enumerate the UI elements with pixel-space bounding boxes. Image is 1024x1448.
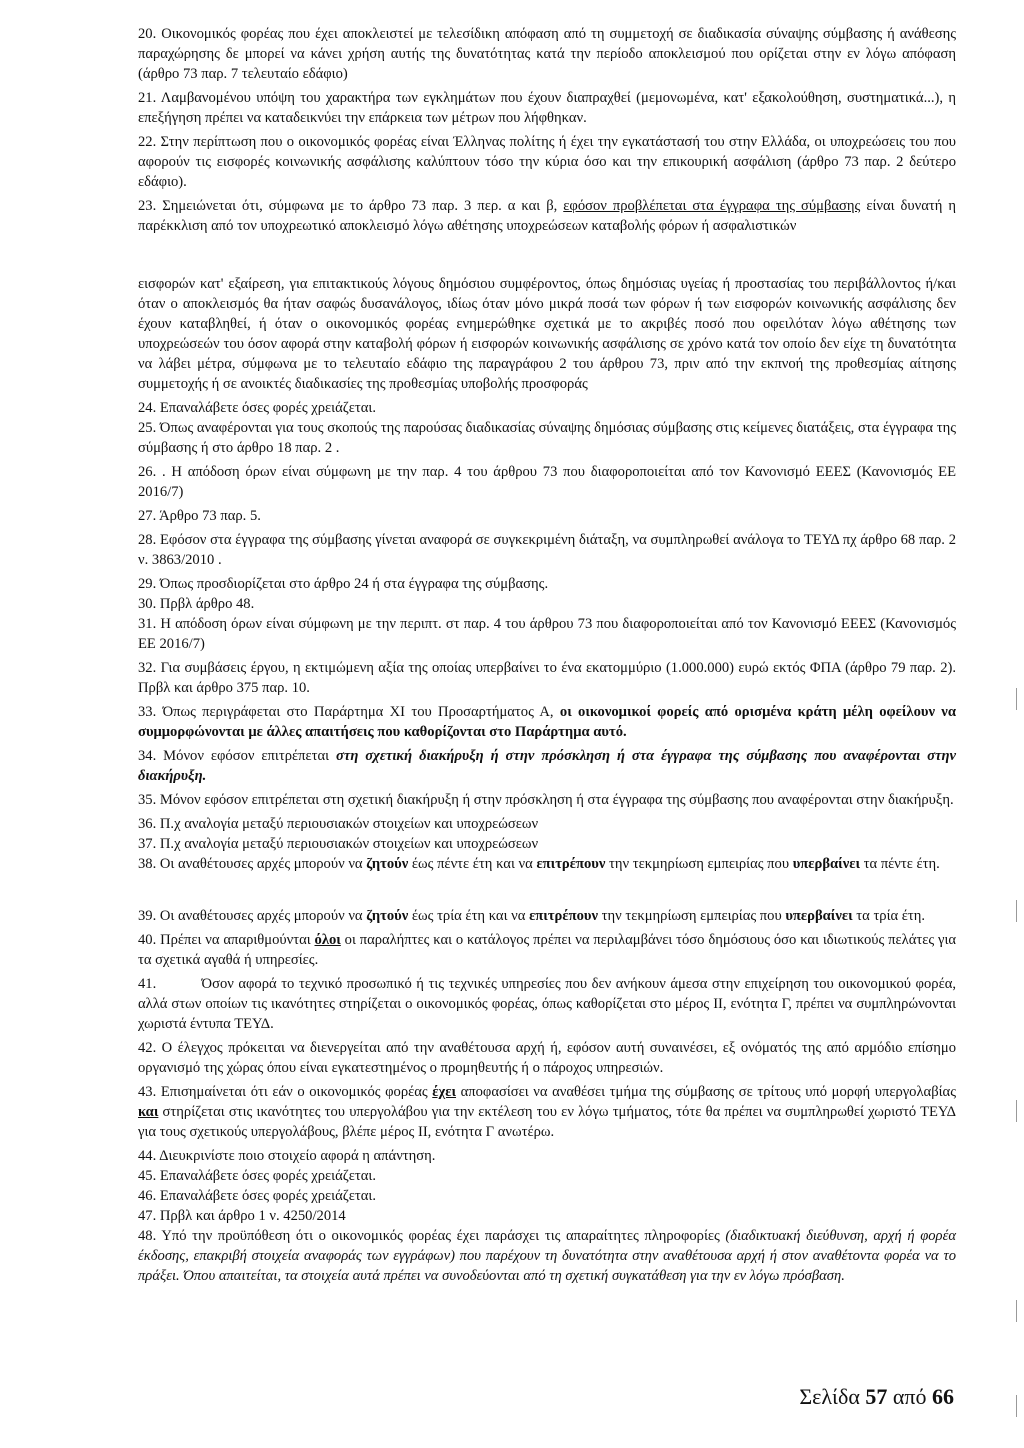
footnote-37: 37. Π.χ αναλογία μεταξύ περιουσιακών στοιχείων και υποχρεώσεων — [138, 836, 539, 852]
footnote-23 — [138, 196, 956, 236]
footnote-39-text-2: έως τρία έτη και να — [411, 908, 526, 924]
footnote-43 — [138, 1082, 956, 1142]
footer-current-page: 57 — [865, 1384, 888, 1409]
footnote-35: 35. Μόνον εφόσον επιτρέπεται στη σχετική διακήρυξη ή στην πρόσκληση ή στα έγγραφα της σύμβασης που αναφέρονται στην διακήρυξη. — [138, 792, 954, 808]
footnote-20: 20. Οικονομικός φορέας που έχει αποκλειστεί με τελεσίδικη απόφαση από τη συμμετοχή σε διαδικασία σύναψης σύμβασης ή ανάθεσης παραχώρησης δε μπορεί να κάνει χρήση αυτής της δυνατότητας κατά την περίοδο αποκλεισμού που ορίζεται στην εν λόγω απόφαση (άρθρο 73 παρ. 7 τελευταίο εδάφιο) — [138, 26, 956, 82]
footnote-39-bold-3: υπερβαίνει — [785, 908, 853, 924]
footnote-34 — [138, 746, 956, 786]
footnote-47: 47. Πρβλ και άρθρο 1 ν. 4250/2014 — [138, 1208, 346, 1224]
footnote-38 — [138, 854, 956, 874]
footnote-21: 21. Λαμβανομένου υπόψη του χαρακτήρα των εγκλημάτων που έχουν διαπραχθεί (μεμονωμένα, κατ' εξακολούθηση, συστηματικά...), η επεξήγηση πρέπει να καταδεικνύει την επάρκεια των μέτρων που λήφθηκαν. — [138, 90, 956, 126]
footnote-28: 28. Εφόσον στα έγγραφα της σύμβασης γίνεται αναφορά σε συγκεκριμένη διάταξη, να συμπληρωθεί ανάλογα το ΤΕΥΔ πχ άρθρο 68 παρ. 2 ν. 3863/2010 . — [138, 532, 956, 568]
footnote-32: 32. Για συμβάσεις έργου, η εκτιμώμενη αξία της οποίας υπερβαίνει το ένα εκατομμύριο (1.000.000) ευρώ εκτός ΦΠΑ (άρθρο 79 παρ. 2). Πρβλ και άρθρο 375 παρ. 10. — [138, 660, 956, 696]
footnote-40 — [138, 930, 956, 970]
footnote-34-text: 34. Μόνον εφόσον επιτρέπεται — [138, 748, 330, 764]
footnote-38-bold-3: υπερβαίνει — [792, 856, 860, 872]
footnote-24: 24. Επαναλάβετε όσες φορές χρειάζεται. — [138, 400, 376, 416]
footnote-39-bold-1: ζητούν — [366, 908, 409, 924]
footnote-26: 26. . Η απόδοση όρων είναι σύμφωνη με την παρ. 4 του άρθρου 73 που διαφοροποιείται από τον Κανονισμό ΕΕΕΣ (Κανονισμός ΕΕ 2016/7) — [138, 464, 956, 500]
footnote-39-text-4: τα τρία έτη. — [856, 908, 926, 924]
footnote-46: 46. Επαναλάβετε όσες φορές χρειάζεται. — [138, 1188, 376, 1204]
footnote-36: 36. Π.χ αναλογία μεταξύ περιουσιακών στοιχείων και υποχρεώσεων — [138, 816, 539, 832]
footnote-39-text-3: την τεκμηρίωση εμπειρίας που — [601, 908, 782, 924]
footnote-39-bold-2: επιτρέπουν — [529, 908, 598, 924]
footnote-38-text-1: 38. Οι αναθέτουσες αρχές μπορούν να — [138, 856, 363, 872]
footnote-43-bold-underlined-2: και — [138, 1104, 159, 1120]
footnote-48 — [138, 1226, 956, 1286]
footnote-40-bold-underlined: όλοι — [314, 932, 341, 948]
footnote-45: 45. Επαναλάβετε όσες φορές χρειάζεται. — [138, 1168, 376, 1184]
footnotes-section — [138, 24, 960, 1290]
footer-total-pages: 66 — [932, 1384, 954, 1409]
footnote-38-bold-2: επιτρέπουν — [536, 856, 606, 872]
footer-prefix: Σελίδα — [799, 1384, 860, 1409]
footnote-39-text-1: 39. Οι αναθέτουσες αρχές μπορούν να — [138, 908, 363, 924]
footnote-34-bold-italic: στη σχετική διακήρυξη ή στην πρόσκληση ή στα έγγραφα της σύμβασης που αναφέρονται στην διακήρυξη. — [138, 748, 956, 784]
footnote-38-text-4: τα πέντε έτη. — [863, 856, 940, 872]
footnote-43-text-1: 43. Επισημαίνεται ότι εάν ο οικονομικός φορέας — [138, 1084, 428, 1100]
footnote-22: 22. Στην περίπτωση που ο οικονομικός φορέας είναι Έλληνας πολίτης ή έχει την εγκατάστασή του στην Ελλάδα, οι υποχρεώσεις του που αφορούν τις εισφορές κοινωνικής ασφάλισης καλύπτουν τόσο την κύρια όσο και την επικουρική ασφάλιση (άρθρο 73 παρ. 2 δεύτερο εδάφιο). — [138, 134, 956, 190]
spacer — [138, 878, 956, 906]
page-number-footer — [799, 1384, 954, 1410]
footnote-33 — [138, 702, 956, 742]
footnote-25: 25. Όπως αναφέρονται για τους σκοπούς της παρούσας διαδικασίας σύναψης δημόσιας σύμβασης στις κείμενες διατάξεις, στα έγγραφα της σύμβασης ή στο άρθρο 18 παρ. 2 . — [138, 420, 956, 456]
footnote-40-text-2: οι παραλήπτες και ο κατάλογος πρέπει να περιλαμβάνει τόσο δημόσιους όσο και ιδιωτικούς πελάτες για τα σχετικά αγαθά ή υπηρεσίες. — [138, 932, 957, 968]
footnote-43-text-3: στηρίζεται στις ικανότητες του υπεργολάβου για την εκτέλεση του εν λόγω τμήματος, τότε θα πρέπει να συμπληρωθεί χωριστό ΤΕΥΔ για τους σχετικούς υπεργολάβους, βλέπε μέρος II, ενότητα Γ ανωτέρω. — [138, 1104, 956, 1140]
footnote-38-text-3: την τεκμηρίωση εμπειρίας που — [609, 856, 790, 872]
footer-middle: από — [892, 1384, 927, 1409]
footnote-43-bold-underlined-1: έχει — [432, 1084, 457, 1100]
spacer — [138, 240, 956, 274]
footnote-38-bold-1: ζητούν — [366, 856, 409, 872]
footnote-39 — [138, 906, 956, 926]
footnote-33-text: 33. Όπως περιγράφεται στο Παράρτημα XI του Προσαρτήματος Α, — [138, 704, 554, 720]
footnote-41: 41. Όσον αφορά το τεχνικό προσωπικό ή τις τεχνικές υπηρεσίες που δεν ανήκουν άμεσα στην επιχείρηση του οικονομικού φορέα, αλλά στων οποίων τις ικανότητες στηρίζεται ο οικονομικός φορέας, όπως καθορίζεται στο μέρος II, ενότητα Γ, πρέπει να συμπληρώνονται χωριστά έντυπα ΤΕΥΔ. — [138, 976, 960, 1032]
footnote-43-text-2: αποφασίσει να αναθέσει τμήμα της σύμβασης σε τρίτους υπό μορφή υπεργολαβίας — [460, 1084, 956, 1100]
footnote-30: 30. Πρβλ άρθρο 48. — [138, 596, 255, 612]
footnote-42: 42. Ο έλεγχος πρόκειται να διενεργείται από την αναθέτουσα αρχή ή, εφόσον αυτή συναινέσει, εξ ονόματός της από αρμόδιο επίσημο οργανισμό της χώρας όπου είναι εγκατεστημένος ο προμηθευτής ή ο πάροχος υπηρεσιών. — [138, 1040, 956, 1076]
scan-mark — [1016, 1395, 1017, 1417]
scan-mark — [1016, 1300, 1017, 1322]
footnote-23-text: 23. Σημειώνεται ότι, σύμφωνα με το άρθρο 73 παρ. 3 περ. α και β, — [138, 198, 558, 214]
footnote-48-text: 48. Υπό την προϋπόθεση ότι ο οικονομικός φορέας έχει παράσχει τις απαραίτητες πληροφορίες — [138, 1228, 720, 1244]
footnote-44: 44. Διευκρινίστε ποιο στοιχείο αφορά η απάντηση. — [138, 1148, 436, 1164]
scan-mark — [1016, 900, 1017, 922]
footnote-27: 27. Άρθρο 73 παρ. 5. — [138, 508, 261, 524]
footnote-33-bold: οι οικονομικοί φορείς από ορισμένα κράτη μέλη οφείλουν να συμμορφώνονται με άλλες απαιτήσεις που καθορίζονται στο Παράρτημα αυτό. — [138, 704, 956, 740]
scan-mark — [1016, 1100, 1017, 1122]
footnote-23-underlined: εφόσον προβλέπεται στα έγγραφα της σύμβασης — [563, 198, 861, 214]
footnote-48-italic: (διαδικτυακή διεύθυνση, αρχή ή φορέα έκδοσης, επακριβή στοιχεία αναφοράς των εγγράφων) που παρέχουν τη δυνατότητα στην αναθέτουσα αρχή ή στον αναθέτοντα φορέα να το πράξει. Όπου απαιτείται, τα στοιχεία αυτά πρέπει να συνοδεύονται από τη σχετική συγκατάθεση για την εν λόγω πρόσβαση. — [138, 1228, 956, 1284]
footnote-40-text-1: 40. Πρέπει να απαριθμούνται — [138, 932, 311, 948]
footnote-23-continuation: εισφορών κατ' εξαίρεση, για επιτακτικούς λόγους δημόσιου συμφέροντος, όπως δημόσιας υγείας ή προστασίας του περιβάλλοντος ή/και όταν ο αποκλεισμός θα ήταν σαφώς δυσανάλογος, ιδίως όταν μόνο μικρά ποσά των φόρων ή των εισφορών κοινωνικής ασφάλισης δεν έχουν καταβληθεί, ή όταν ο οικονομικός φορέας ενημερώθηκε σχετικά με το ακριβές ποσό που οφειλόταν λόγω αθέτησης των υποχρεώσεών του όσον αφορά στην καταβολή φόρων ή εισφορών κοινωνικής ασφάλισης σε χρόνο κατά τον οποίο δεν είχε τη δυνατότητα να λάβει μέτρα, σύμφωνα με το τελευταίο εδάφιο της παραγράφου 2 του άρθρου 73, πριν από την εκπνοή της προθεσμίας αίτησης συμμετοχής ή σε ανοικτές διαδικασίες της προθεσμίας υποβολής προσφοράς — [138, 276, 956, 392]
scan-mark — [1016, 688, 1017, 710]
footnote-23-text-cont: είναι δυνατή η παρέκκλιση από τον υποχρεωτικό αποκλεισμό λόγω αθέτησης υποχρεώσεων καταβολής φόρων ή ασφαλιστικών — [138, 198, 957, 234]
footnote-31: 31. Η απόδοση όρων είναι σύμφωνη με την περιπτ. στ παρ. 4 του άρθρου 73 που διαφοροποιείται από τον Κανονισμό ΕΕΕΣ (Κανονισμός ΕΕ 2016/7) — [138, 616, 956, 652]
footnote-29: 29. Όπως προσδιορίζεται στο άρθρο 24 ή στα έγγραφα της σύμβασης. — [138, 576, 549, 592]
footnote-38-text-2: έως πέντε έτη και να — [411, 856, 533, 872]
